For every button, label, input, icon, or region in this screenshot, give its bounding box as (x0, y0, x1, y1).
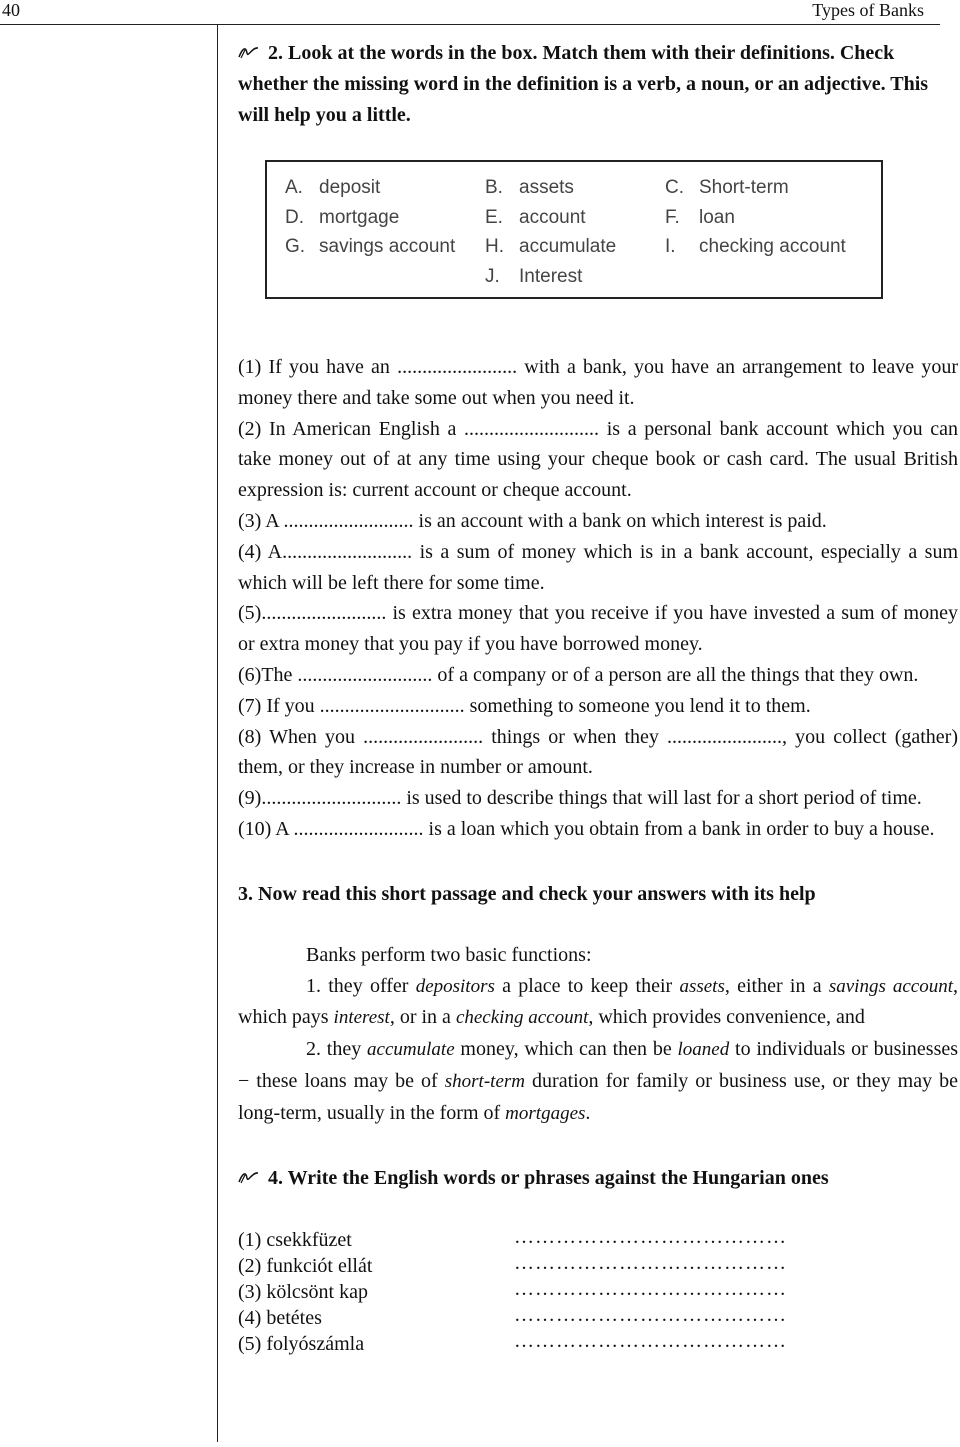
exercise-2-instructions (238, 38, 958, 131)
hungarian-term: (3) kölcsönt kap (238, 1280, 368, 1303)
term-accumulate: accumulate (367, 1039, 455, 1061)
word-box-entry (285, 262, 485, 292)
page-content (238, 38, 958, 1357)
hungarian-term: (5) folyószámla (238, 1332, 365, 1355)
word-box-entry (485, 173, 665, 203)
word-box-entry (285, 173, 485, 203)
hungarian-term: (1) csekkfüzet (238, 1228, 352, 1251)
word-box-word: assets (519, 177, 574, 198)
reading-passage (238, 940, 958, 1130)
word-box-word: Interest (519, 265, 583, 287)
word-box-grid (285, 173, 881, 291)
word-box-word: mortgage (319, 206, 400, 228)
exercise-2-text: 2. Look at the words in the box. Match them with their definitions. Check whether the missing word in the definition is a verb, a noun, or an adjective. This will help you a little. (238, 42, 929, 126)
word-box-letter: I. (665, 236, 676, 257)
definition-item: (9)............................ is used to describe things that will last for a short period of time. (238, 787, 922, 810)
word-box-entry (665, 232, 865, 262)
header-rule (0, 24, 940, 25)
passage-point-2: 2. they accumulate money, which can then be loaned to individuals or businesses − these loans may be of short-term duration for family or business use, or they may be long-term, usually in the form of mortgages. (238, 1038, 959, 1124)
word-box-word: accumulate (519, 236, 617, 257)
page-header (0, 0, 960, 24)
definition-item: (2) In American English a ........................... is a personal bank account which you can take money out of at any time using your cheque book or cash card. The usual British expression is: current account or cheque account. (238, 417, 958, 502)
word-box-letter: A. (285, 177, 303, 198)
term-checking-account: checking account (455, 1007, 589, 1029)
exercise-4-text: 4. Write the English words or phrases against the Hungarian ones (268, 1166, 829, 1189)
page-number: 40 (2, 0, 20, 20)
pen-icon (238, 38, 268, 69)
pen-icon (238, 1163, 268, 1194)
word-box-word: deposit (319, 177, 381, 198)
definition-item: (8) When you ........................ things or when they ......................., you collect (gather) them, or they increase in number or amount. (238, 725, 958, 779)
definition-item: (3) A .......................... is an account with a bank on which interest is paid. (238, 509, 827, 532)
term-short-term: short-term (444, 1070, 525, 1092)
definition-item: (1) If you have an ........................ with a bank, you have an arrangement to leave your money there and take some out when you need it. (238, 356, 958, 409)
answer-blank: ………………………………… (514, 1225, 787, 1248)
definition-item: (4) A.......................... is a sum of money which is in a bank account, especially a sum which will be left there for some time. (238, 540, 958, 594)
definition-list (238, 352, 958, 845)
definition-item: (6)The ........................... of a company or of a person are all the things that they own. (238, 663, 919, 686)
word-box-word: loan (699, 206, 735, 228)
word-box (265, 160, 883, 299)
answer-blank: ………………………………… (514, 1251, 787, 1274)
answer-blank: ………………………………… (514, 1303, 787, 1326)
hungarian-term: (4) betétes (238, 1306, 322, 1329)
word-box-word: savings account (319, 236, 456, 257)
term-loaned: loaned (677, 1039, 730, 1061)
word-box-letter: D. (285, 206, 304, 228)
word-box-letter: H. (485, 236, 504, 257)
definition-item: (7) If you ............................. something to someone you lend it to them. (238, 694, 811, 717)
word-box-letter: J. (485, 265, 500, 287)
word-box-letter: E. (485, 206, 503, 228)
word-box-entry (285, 203, 485, 233)
vocabulary-row (238, 1331, 958, 1357)
term-interest: interest (333, 1007, 390, 1029)
term-assets: assets (679, 975, 725, 997)
word-box-letter: C. (665, 177, 684, 198)
passage-point-1: 1. they offer depositors a place to keep their assets, either in a savings account, which pays interest, or in a checking account, which provides convenience, and (238, 974, 958, 1029)
exercise-3-instructions: 3. Now read this short passage and check your answers with its help (238, 882, 816, 905)
word-box-letter: G. (285, 236, 306, 257)
word-box-entry (665, 262, 865, 292)
term-savings-account: savings account (828, 975, 953, 997)
word-box-entry (485, 262, 665, 292)
word-box-word: Short-term (699, 177, 789, 198)
definition-item: (10) A .......................... is a loan which you obtain from a bank in order to buy a house. (238, 817, 935, 840)
word-box-entry (665, 173, 865, 203)
definition-item: (5)......................... is extra money that you receive if you have invested a sum of money or extra money that you pay if you have borrowed money. (238, 602, 958, 656)
word-box-word: account (519, 206, 586, 228)
hungarian-term: (2) funkciót ellát (238, 1254, 373, 1277)
vocabulary-list (238, 1227, 958, 1357)
word-box-entry (485, 232, 665, 262)
word-box-entry (485, 203, 665, 233)
margin-rule (217, 24, 218, 1442)
word-box-word: checking account (699, 236, 846, 257)
term-mortgages: mortgages (505, 1102, 586, 1124)
passage-intro: Banks perform two basic functions: (306, 943, 592, 966)
term-depositors: depositors (415, 975, 495, 997)
answer-blank: ………………………………… (514, 1277, 787, 1300)
word-box-entry (285, 232, 485, 262)
word-box-letter: F. (665, 206, 680, 228)
running-title: Types of Banks (812, 0, 924, 20)
answer-blank: ………………………………… (514, 1329, 787, 1352)
word-box-entry (665, 203, 865, 233)
word-box-letter: B. (485, 177, 503, 198)
exercise-4-instructions (238, 1163, 958, 1194)
